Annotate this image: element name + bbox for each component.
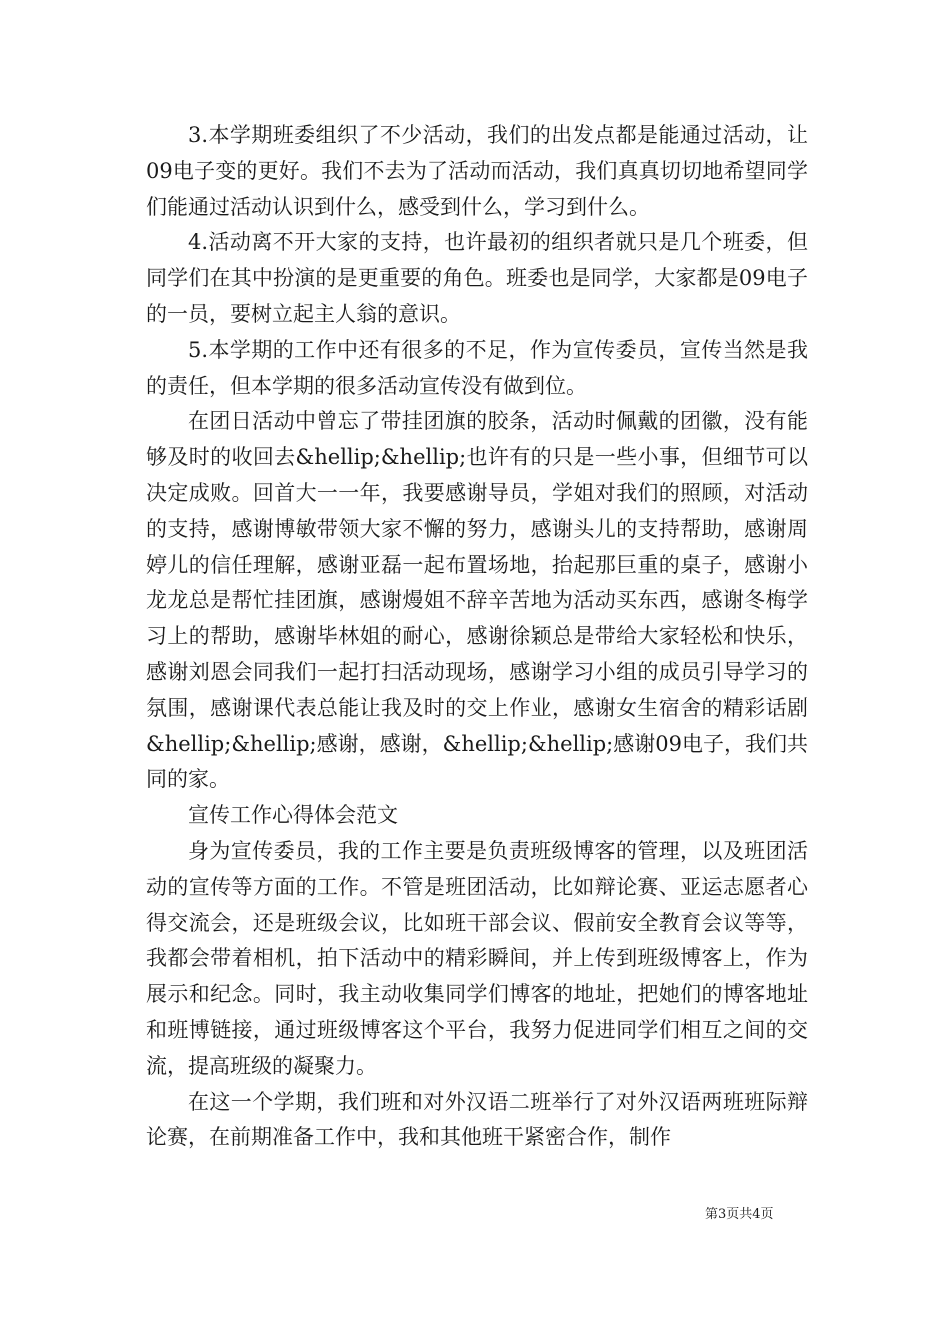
paragraph-debate: 在这一个学期，我们班和对外汉语二班举行了对外汉语两班班际辩论赛，在前期准备工作中，我和其他班干紧密合作，制作 (146, 1089, 808, 1150)
section-heading: 宣传工作心得体会范文 (188, 803, 398, 828)
paragraph-duties: 身为宣传委员，我的工作主要是负责班级博客的管理，以及班团活动的宣传等方面的工作。不管是班团活动，比如辩论赛、亚运志愿者心得交流会，还是班级会议，比如班干部会议、假前安全教育会议等等，我都会带着相机，拍下活动中的精彩瞬间，并上传到班级博客上，作为展示和纪念。同时，我主动收集同学们博客的地址，把她们的博客地址和班博链接，通过班级博客这个平台，我努力促进同学们相互之间的交流，提高班级的凝聚力。 (146, 838, 808, 1078)
paragraph-item-5: 5.本学期的工作中还有很多的不足，作为宣传委员，宣传当然是我的责任，但本学期的很多活动宣传没有做到位。 (146, 337, 808, 398)
document-body (146, 118, 808, 1156)
paragraph-item-3: 3.本学期班委组织了不少活动，我们的出发点都是能通过活动，让09电子变的更好。我们不去为了活动而活动，我们真真切切地希望同学们能通过活动认识到什么，感受到什么，学习到什么。 (146, 123, 808, 219)
paragraph-item-4: 4.活动离不开大家的支持，也许最初的组织者就只是几个班委，但同学们在其中扮演的是更重要的角色。班委也是同学，大家都是09电子的一员，要树立起主人翁的意识。 (146, 230, 808, 326)
paragraph-acknowledgements: 在团日活动中曾忘了带挂团旗的胶条，活动时佩戴的团徽，没有能够及时的收回去&hellip;&hellip;也许有的只是一些小事，但细节可以决定成败。回首大一一年，我要感谢导员，学姐对我们的照顾，对活动的支持，感谢博敏带领大家不懈的努力，感谢头儿的支持帮助，感谢周婷儿的信任理解，感谢亚磊一起布置场地，抬起那巨重的桌子，感谢小龙龙总是帮忙挂团旗，感谢熳姐不辞辛苦地为活动买东西，感谢冬梅学习上的帮助，感谢毕林姐的耐心，感谢徐颖总是带给大家轻松和快乐，感谢刘恩会同我们一起打扫活动现场，感谢学习小组的成员引导学习的氛围，感谢课代表总能让我及时的交上作业，感谢女生宿舍的精彩话剧&hellip;&hellip;感谢，感谢，&hellip;&hellip;感谢09电子，我们共同的家。 (146, 409, 808, 792)
page-number: 第3页共4页 (705, 1207, 774, 1222)
